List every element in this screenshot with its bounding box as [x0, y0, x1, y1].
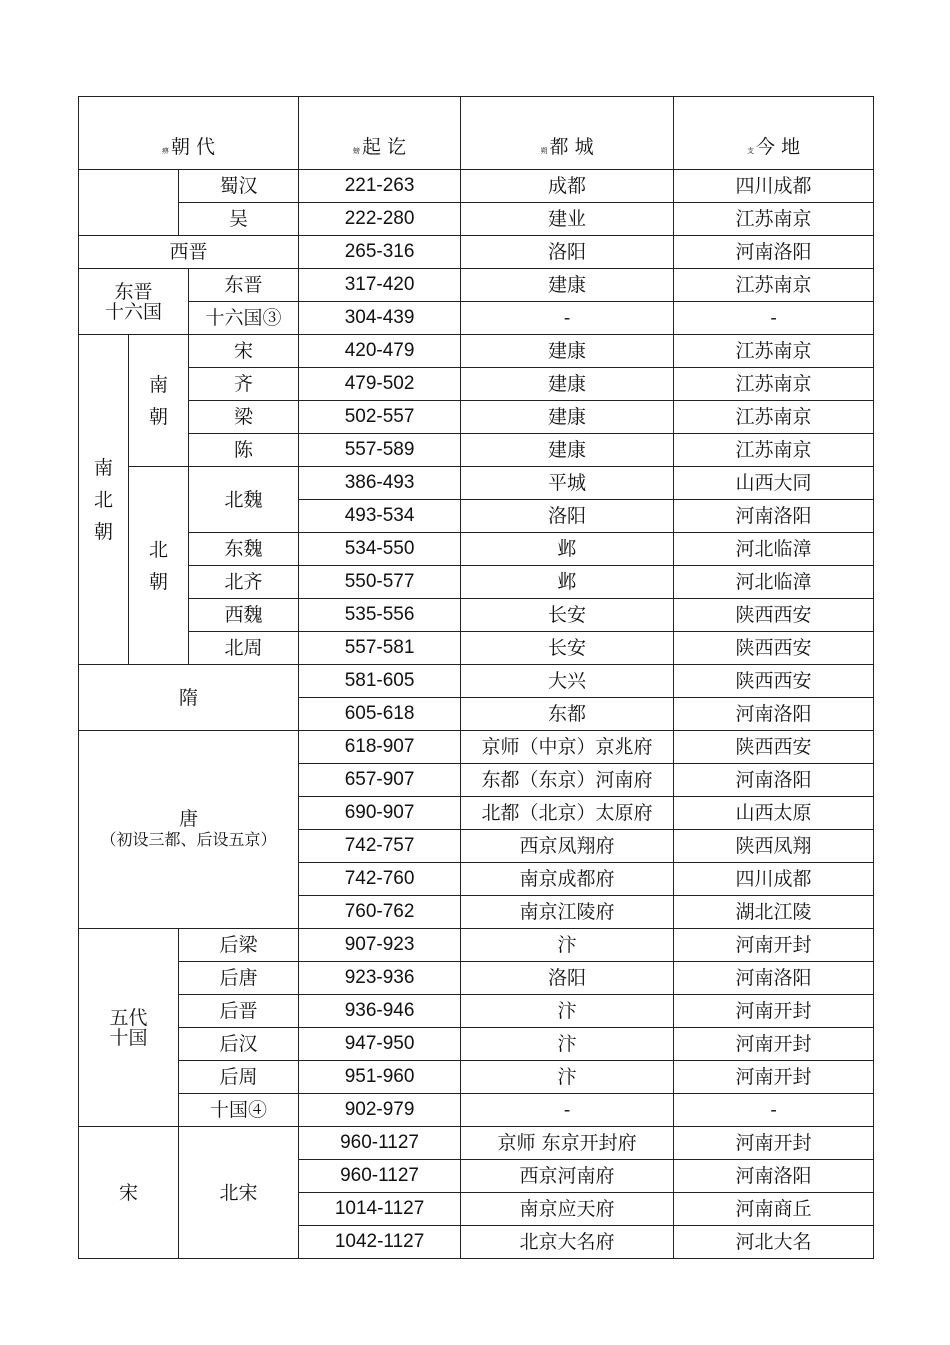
capital-cell: 北京大名府 [461, 1226, 674, 1259]
years-cell: 1042-1127 [299, 1226, 461, 1259]
modern-place-cell: 山西太原 [674, 797, 874, 830]
years-cell: 221-263 [299, 170, 461, 203]
dynasty-cell: 齐 [189, 368, 299, 401]
table-row [79, 236, 874, 269]
group-line: 十六国 [104, 300, 162, 323]
dynasty-cell: 十六国③ [189, 302, 299, 335]
modern-place-cell: 河南开封 [674, 995, 874, 1028]
table-row [79, 269, 874, 302]
table-row [79, 335, 874, 368]
header-mark: 螃 [353, 147, 361, 155]
header-modern [674, 97, 874, 170]
modern-place-cell: 江苏南京 [674, 269, 874, 302]
modern-place-cell: 河南商丘 [674, 1193, 874, 1226]
capital-cell: 东都 [461, 698, 674, 731]
capital-cell: 京师（中京）京兆府 [461, 731, 674, 764]
years-cell: 907-923 [299, 929, 461, 962]
group-dongjin-shiliuguo [79, 269, 189, 335]
modern-place-cell: 河南开封 [674, 1061, 874, 1094]
modern-place-cell: 江苏南京 [674, 368, 874, 401]
capital-cell: 建康 [461, 368, 674, 401]
years-cell: 605-618 [299, 698, 461, 731]
header-mark: 支 [747, 147, 755, 155]
modern-place-cell: 河南洛阳 [674, 500, 874, 533]
group-wudai-shiguo [79, 929, 179, 1127]
group-nanbeichao [79, 335, 129, 665]
dynasty-cell: 后唐 [179, 962, 299, 995]
group-label: 唐 [179, 808, 199, 830]
modern-place-cell: 江苏南京 [674, 401, 874, 434]
capital-cell: 汴 [461, 1061, 674, 1094]
dynasty-cell: 北周 [189, 632, 299, 665]
capital-cell: 洛阳 [461, 500, 674, 533]
capital-cell: 南京应天府 [461, 1193, 674, 1226]
dynasty-cell: 后梁 [179, 929, 299, 962]
years-cell: 493-534 [299, 500, 461, 533]
capital-cell: 建业 [461, 203, 674, 236]
modern-place-cell: 河北临漳 [674, 533, 874, 566]
modern-place-cell: 陕西西安 [674, 665, 874, 698]
modern-place-cell: 河南洛阳 [674, 236, 874, 269]
group-line: 五代 [109, 1006, 148, 1029]
modern-place-cell: 河南开封 [674, 1127, 874, 1160]
dynasty-cell: 陈 [189, 434, 299, 467]
modern-place-cell: 河南开封 [674, 1028, 874, 1061]
years-cell: 557-581 [299, 632, 461, 665]
years-cell: 265-316 [299, 236, 461, 269]
dynasty-cell: 梁 [189, 401, 299, 434]
dynasty-cell: 北魏 [189, 467, 299, 533]
modern-place-cell: 四川成都 [674, 170, 874, 203]
years-cell: 618-907 [299, 731, 461, 764]
dynasty-cell: 西晋 [79, 236, 299, 269]
group-tang [79, 731, 299, 929]
table-row [79, 1094, 874, 1127]
capital-cell: 成都 [461, 170, 674, 203]
table-row [79, 401, 874, 434]
modern-place-cell: 陕西西安 [674, 731, 874, 764]
years-cell: 960-1127 [299, 1160, 461, 1193]
years-cell: 317-420 [299, 269, 461, 302]
table-row [79, 434, 874, 467]
dynasty-cell: 十国④ [179, 1094, 299, 1127]
dynasty-cell: 北齐 [189, 566, 299, 599]
table-row [79, 1028, 874, 1061]
modern-place-cell: 河南洛阳 [674, 962, 874, 995]
dynasty-capital-table [78, 96, 874, 1259]
years-cell: 420-479 [299, 335, 461, 368]
capital-cell: 建康 [461, 269, 674, 302]
years-cell: 304-439 [299, 302, 461, 335]
capital-cell: 东都（东京）河南府 [461, 764, 674, 797]
modern-place-cell: 河南洛阳 [674, 764, 874, 797]
table-row [79, 467, 874, 500]
capital-cell: 长安 [461, 632, 674, 665]
years-cell: 557-589 [299, 434, 461, 467]
header-dynasty [79, 97, 299, 170]
table-row [79, 203, 874, 236]
dynasty-cell: 西魏 [189, 599, 299, 632]
years-cell: 479-502 [299, 368, 461, 401]
years-cell: 690-907 [299, 797, 461, 830]
capital-cell: 大兴 [461, 665, 674, 698]
modern-place-cell: 江苏南京 [674, 434, 874, 467]
capital-cell: 平城 [461, 467, 674, 500]
years-cell: 535-556 [299, 599, 461, 632]
group-beichao [129, 467, 189, 665]
header-label: 起 讫 [362, 136, 407, 158]
table-row [79, 731, 874, 764]
years-cell: 902-979 [299, 1094, 461, 1127]
years-cell: 936-946 [299, 995, 461, 1028]
modern-place-cell: 陕西西安 [674, 632, 874, 665]
table-row [79, 632, 874, 665]
modern-place-cell: 江苏南京 [674, 203, 874, 236]
table-row [79, 302, 874, 335]
modern-place-cell: 河南开封 [674, 929, 874, 962]
group-song: 宋 [79, 1127, 179, 1259]
modern-place-cell: 湖北江陵 [674, 896, 874, 929]
dynasty-cell: 宋 [189, 335, 299, 368]
capital-cell: 汴 [461, 995, 674, 1028]
dynasty-cell: 蜀汉 [179, 170, 299, 203]
dynasty-cell: 后晋 [179, 995, 299, 1028]
header-label: 朝 代 [171, 136, 216, 158]
table-row [79, 1127, 874, 1160]
capital-cell: 汴 [461, 929, 674, 962]
years-cell: 1014-1127 [299, 1193, 461, 1226]
years-cell: 386-493 [299, 467, 461, 500]
capital-cell: 洛阳 [461, 962, 674, 995]
group-sui: 隋 [79, 665, 299, 731]
table-row [79, 368, 874, 401]
table-row [79, 170, 874, 203]
group-line: 东晋 [114, 280, 153, 303]
capital-cell: 建康 [461, 335, 674, 368]
capital-cell: 建康 [461, 434, 674, 467]
capital-cell: 建康 [461, 401, 674, 434]
header-period [299, 97, 461, 170]
years-cell: 581-605 [299, 665, 461, 698]
table-row [79, 929, 874, 962]
years-cell: 657-907 [299, 764, 461, 797]
years-cell: 951-960 [299, 1061, 461, 1094]
group-nanchao [129, 335, 189, 467]
capital-cell: - [461, 1094, 674, 1127]
years-cell: 960-1127 [299, 1127, 461, 1160]
years-cell: 742-760 [299, 863, 461, 896]
capital-cell: 洛阳 [461, 236, 674, 269]
years-cell: 534-550 [299, 533, 461, 566]
dynasty-cell: 吴 [179, 203, 299, 236]
group-label: 南朝 [148, 373, 168, 428]
years-cell: 947-950 [299, 1028, 461, 1061]
header-capital [461, 97, 674, 170]
group-label: 北朝 [148, 538, 168, 593]
table-row [79, 665, 874, 698]
empty-group-cell [79, 170, 179, 236]
dynasty-cell: 后周 [179, 1061, 299, 1094]
years-cell: 760-762 [299, 896, 461, 929]
table-row [79, 1061, 874, 1094]
group-note: （初设三都、后设五京） [100, 830, 277, 849]
modern-place-cell: 江苏南京 [674, 335, 874, 368]
capital-cell: 南京成都府 [461, 863, 674, 896]
group-line: 十国 [109, 1026, 148, 1049]
capital-cell: 京师 东京开封府 [461, 1127, 674, 1160]
table-row [79, 566, 874, 599]
header-mark: 痹 [162, 147, 169, 155]
capital-cell: 汴 [461, 1028, 674, 1061]
modern-place-cell: 陕西西安 [674, 599, 874, 632]
years-cell: 550-577 [299, 566, 461, 599]
group-beisong: 北宋 [179, 1127, 299, 1259]
header-label: 今 地 [756, 136, 801, 158]
capital-cell: - [461, 302, 674, 335]
group-label: 南北朝 [93, 456, 113, 543]
capital-cell: 西京河南府 [461, 1160, 674, 1193]
dynasty-cell: 后汉 [179, 1028, 299, 1061]
header-row [79, 97, 874, 170]
modern-place-cell: - [674, 302, 874, 335]
table-row [79, 995, 874, 1028]
modern-place-cell: - [674, 1094, 874, 1127]
dynasty-cell: 东晋 [189, 269, 299, 302]
header-mark: 朔 [540, 147, 548, 155]
header-label: 都 城 [549, 136, 594, 158]
years-cell: 923-936 [299, 962, 461, 995]
capital-cell: 北都（北京）太原府 [461, 797, 674, 830]
modern-place-cell: 河北临漳 [674, 566, 874, 599]
modern-place-cell: 山西大同 [674, 467, 874, 500]
capital-cell: 南京江陵府 [461, 896, 674, 929]
modern-place-cell: 河南洛阳 [674, 698, 874, 731]
capital-cell: 邺 [461, 566, 674, 599]
modern-place-cell: 陕西凤翔 [674, 830, 874, 863]
years-cell: 502-557 [299, 401, 461, 434]
table-row [79, 599, 874, 632]
capital-cell: 长安 [461, 599, 674, 632]
modern-place-cell: 四川成都 [674, 863, 874, 896]
years-cell: 742-757 [299, 830, 461, 863]
table-row [79, 962, 874, 995]
table-row [79, 533, 874, 566]
years-cell: 222-280 [299, 203, 461, 236]
capital-cell: 西京凤翔府 [461, 830, 674, 863]
dynasty-cell: 东魏 [189, 533, 299, 566]
modern-place-cell: 河北大名 [674, 1226, 874, 1259]
modern-place-cell: 河南洛阳 [674, 1160, 874, 1193]
capital-cell: 邺 [461, 533, 674, 566]
